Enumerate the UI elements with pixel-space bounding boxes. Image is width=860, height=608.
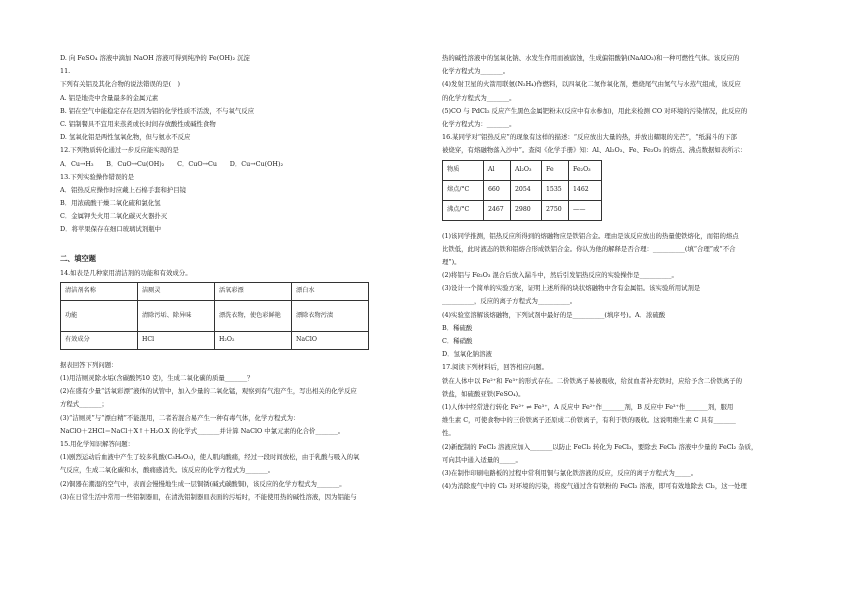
table-cell: Fe₂O₃ [569,160,602,180]
text-line: (1)该同学推测，铝热反应所得到的熔融物应是铁铝合金。理由是该反应放出的热量使铁熔化，而铝的熔点 [442,231,739,240]
text-line: 铁盐，如硫酸亚铁(FeSO₄)。 [442,389,525,398]
text-line: 据表回答下列问题： [60,360,118,369]
table-cell: 物质 [443,160,484,180]
option: A. 铝是地壳中含量最多的金属元素 [60,93,159,102]
table-cell: HCl [138,331,215,349]
text-line: (3)在制作印刷电路板的过程中常利用铜与氯化铁溶液的反应，反应的离子方程式为_____。 [442,468,698,477]
option: D．将苹果保存在细口玻璃试剂瓶中 [60,225,161,234]
text-line: 维生素 C，可使食物中的三价铁离子还原成二价铁离子，有利于铁的吸收。这说明维生素 C 具有_______ [442,416,736,425]
table-cell: 漂白水 [292,282,369,300]
option: C．金属钾失火用二氧化碳灭火器扑灭 [60,212,168,221]
table-cell: NaClO [292,331,369,349]
text-line: 铁在人体中以 Fe²⁺和 Fe³⁺的形式存在。二价铁离子易被吸收，给贫血者补充铁时，应给予含二价铁离子的 [442,376,743,385]
table-row [443,180,602,200]
text-line: 化学方程式为_______。 [442,67,510,76]
option: D．氢氧化钠溶液 [442,350,492,359]
options-row: A．Cu→H₂ B．CuO→Cu(OH)₂ C．CuO→Cu D．Cu→Cu(OH)₂ [60,159,284,168]
option: D. 氢氧化铝是两性氢氧化物，但与氨水不反应 [60,133,191,142]
table-cell: 功能 [61,300,138,331]
table-cell: 有效成分 [61,331,138,349]
section-title: 二、填空题 [60,253,96,263]
table-cell: 清洁剂名称 [61,282,138,300]
text-line: (1)用洁厕灵除水垢(含碳酸钙10 克)，生成二氧化碳的质量_______？ [60,374,254,382]
table-cell: 1462 [569,180,602,200]
option: A．铝热反应操作时应戴上石棉手套和护目镜 [60,185,187,194]
text-line: (2)将铝与 Fe₂O₃ 混合后放入漏斗中，然后引发铝热反应的实验操作是__________。 [442,271,678,280]
question-text: 16.某同学对“铝热反应”的现象有这样的描述：“反应放出大量的热，并放出耀眼的光芒”，“纸漏斗的下部 [442,133,737,142]
option: C. 铝制餐具不宜用来蒸煮或长时间存放酸性或碱性食物 [60,119,216,128]
table-cell: H₂O₂ [215,331,292,349]
question-text: 14.如表是几种家用清洁剂的功能和有效成分。 [60,268,192,277]
text-line: (3)在日常生活中常用一些铝制器皿，在清洗铝制器皿表面的污垢时，不能使用热的碱性溶液，因为铝能与 [60,492,357,501]
text-line: 比铁低，此时液态的铁和铝熔合形成铁铝合金。你认为他的解释是否合理：__________(填“合理”或“不合 [442,244,736,253]
question-text: 17.阅读下列材料后，回答相应问题。 [442,363,549,372]
cleaner-table [60,282,369,350]
text-line: (1)人体中经常进行转化 Fe²⁺ ⇌ Fe³⁺，A 反应中 Fe²⁺作_______剂，B 反应中 Fe³⁺作_______剂，服用 [442,402,734,411]
table-row [443,160,602,180]
text-line: (4)实验室溶解该熔融物，下列试剂中最好的是__________(填序号)。A．浓硫酸 [442,310,666,319]
text-line: (3)“洁厕灵”与“漂白精”不能混用，二者若混合易产生一种有毒气体，化学方程式为： [60,413,300,422]
text-line: 被烧穿，有熔融物落入沙中”。查阅《化学手册》知：Al、Al₂O₃、Fe、Fe₂O₃ 的熔点、沸点数据如表所示： [442,146,747,155]
table-cell: 漂洗衣物，使色彩鲜艳 [215,300,292,331]
table-cell: Al₂O₃ [511,160,542,180]
text-line: (1)剧烈运动后血液中产生了较多乳酸(C₃H₆O₃)，使人肌肉酸痛，经过一段时间放松，由于乳酸与吸入的氧 [60,453,360,462]
text-line: NaClO＋2HCl＝NaCl＋X↑＋H₂O.X 的化学式_______并计算 NaClO 中氯元素的化合价_______。 [60,426,345,435]
right-column [442,52,820,493]
table-cell: 清除污垢、除异味 [138,300,215,331]
question-text: 12.下列物质转化通过一步反应能实现的是 [60,146,179,155]
question-text: 15.用化学知识解答问题： [60,439,135,448]
table-cell: Al [484,160,511,180]
table-cell: 2054 [511,180,542,200]
table-cell: 1535 [542,180,569,200]
table-row [61,282,369,300]
text-line: (3)设计一个简单的实验方案，证明上述所得的块状熔融物中含有金属铝。该实验所用试剂是 [442,284,701,293]
left-column [60,52,438,504]
table-cell: 660 [484,180,511,200]
question-text: 下列有关铝及其化合物的说法错误的是( ) [60,80,181,89]
text-line: (2)新配制的 FeCl₂ 溶液应加入_______以防止 FeCl₂ 转化为 FeCl₃，要除去 FeCl₃ 溶液中少量的 FeCl₂ 杂质， [442,442,758,451]
table-row [61,331,369,349]
table-cell: 2467 [484,200,511,220]
option: B. 铝在空气中能稳定存在是因为铝的化学性质不活泼，不与氧气反应 [60,106,255,115]
table-row [443,200,602,220]
text-line: __________，反应的离子方程式为__________。 [442,297,577,306]
table-cell: 2750 [542,200,569,220]
table-cell: 2980 [511,200,542,220]
text-line: (2)铜器在潮湿的空气中，表面会慢慢地生成一层铜锈(碱式碳酸铜)，该反应的化学方程式为_______。 [60,479,346,488]
text-line: 气反应，生成二氧化碳和水，酸痛感消失。该反应的化学方程式为_______。 [60,466,275,475]
question-number: 11. [60,67,71,76]
option: C．稀硝酸 [442,337,473,345]
text-line: 方程式_______； [60,400,108,409]
question-text: 13.下列实验操作错误的是 [60,172,135,181]
table-cell: 熔点/°C [443,180,484,200]
text-line: 性。 [442,429,455,438]
table-cell: 活氧彩漂 [215,282,292,300]
text-line: 热的碱性溶液中的氢氧化钠、水发生作用而被腐蚀，生成偏铝酸钠(NaAlO₂)和一种可燃性气体。该反应的 [442,54,740,62]
text-line: (2)在盛有少量“活氧彩漂”液体的试管中，加入少量的二氧化锰，观察到有气泡产生，写出相关的化学反应 [60,387,357,396]
table-cell: 漂除衣物污渍 [292,300,369,331]
text-line: 理”)。 [442,257,461,266]
table-cell: 洁厕灵 [138,282,215,300]
option: B．稀硫酸 [442,323,473,332]
table-cell: 沸点/°C [443,200,484,220]
table-cell: Fe [542,160,569,180]
melting-point-table [442,160,602,221]
text-line: 可向其中通入适量的_____。 [442,455,522,464]
option: B．用浓硫酸干燥二氧化硫和氯化氢 [60,199,161,208]
text-line: 的化学方程式为_______。 [442,93,516,102]
text-line: (4)为消除废气中的 Cl₂ 对环境的污染，将废气通过含有铁粉的 FeCl₂ 溶液，即可有效地除去 Cl₂，这一处理 [442,482,747,491]
text-line: 化学方程式为：_______。 [442,119,516,128]
table-row [61,300,369,331]
text-line: (5)CO 与 PdCl₂ 反应产生黑色金属钯粉末(反应中有水参加)，用此来检测 CO 对环境的污染情况，此反应的 [442,106,748,115]
table-cell: —— [569,200,602,220]
text-line: D. 向 FeSO₄ 溶液中滴加 NaOH 溶液可得到纯净的 Fe(OH)₂ 沉淀 [60,54,250,62]
text-line: (4)发射卫星的火箭用联氨(N₂H₄)作燃料，以四氧化二氮作氧化剂，燃烧尾气由氮气与水蒸气组成，该反应 [442,80,741,89]
